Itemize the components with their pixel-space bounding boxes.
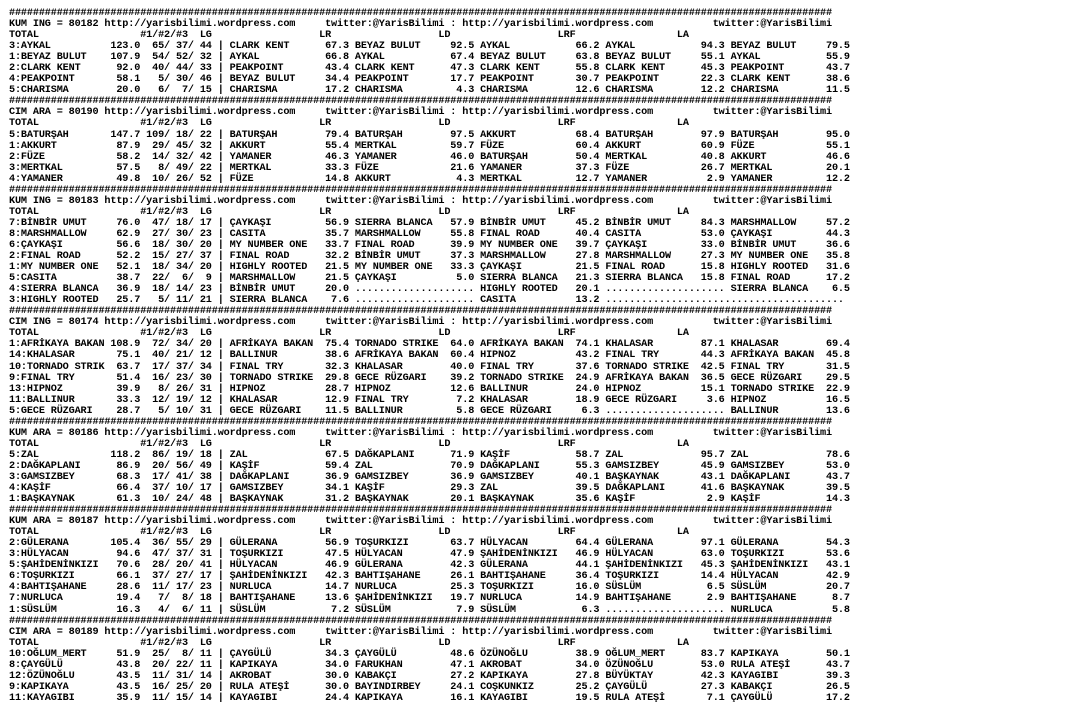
text-line: 6:TOŞURKIZI 66.1 37/ 27/ 17 | ŞAHİDENİNKIZI 42.3 BAHTIŞAHANE 26.1 BAHTIŞAHANE 36.4 TOŞURKIZI 14.4 HÜLYACAN 42.9 [9, 571, 850, 583]
separator-line: ########################################################################################################################################## [9, 96, 832, 108]
text-line: 10:OĞLUM_MERT 51.9 25/ 8/ 11 | ÇAYGÜLÜ 34.3 ÇAYGÜLÜ 48.6 ÖZÜNOĞLU 38.9 OĞLUM_MERT 83.7 KAPIKAYA 50.1 [9, 648, 850, 660]
text-line: 1:BAŞKAYNAK 61.3 10/ 24/ 48 | BAŞKAYNAK 31.2 BAŞKAYNAK 20.1 BAŞKAYNAK 35.6 KAŞİF 2.9 KAŞİF 14.3 [9, 494, 850, 506]
text-line: 5:CASITA 38.7 22/ 6/ 9 | MARSHMALLOW 21.5 ÇAYKAŞI 5.0 SIERRA BLANCA 21.3 SIERRA BLANCA 15.8 FINAL ROAD 17.2 [9, 273, 850, 285]
text-line: 3:HÜLYACAN 94.6 47/ 37/ 31 | TOŞURKIZI 47.5 HÜLYACAN 47.9 ŞAHİDENİNKIZI 46.9 HÜLYACAN 63.0 TOŞURKIZI 53.6 [9, 549, 850, 561]
text-line: 2:CLARK KENT 92.0 40/ 44/ 33 | PEAKPOINT 43.4 CLARK KENT 47.3 CLARK KENT 55.8 CLARK KENT 45.3 PEAKPOINT 43.7 [9, 63, 850, 75]
text-line: CIM ING = 80174 http://yarisbilimi.wordpress.com twitter:@YarisBilimi : http://yarisbilimi.wordpress.com twitter:@YarisBilimi [9, 317, 832, 329]
separator-line: ########################################################################################################################################## [9, 505, 832, 517]
text-line: 3:AYKAL 123.0 65/ 37/ 44 | CLARK KENT 67.3 BEYAZ BULUT 92.5 AYKAL 66.2 AYKAL 94.3 BEYAZ BULUT 79.5 [9, 41, 850, 53]
text-line: 1:AFRİKAYA BAKAN 108.9 72/ 34/ 20 | AFRİKAYA BAKAN 75.4 TORNADO STRIKE 64.0 AFRİKAYA BAKAN 74.1 KHALASAR 87.1 KHALASAR 69.4 [9, 339, 850, 351]
text-line: 5:BATURŞAH 147.7 109/ 18/ 22 | BATURŞAH 79.4 BATURŞAH 97.5 AKKURT 68.4 BATURŞAH 97.9 BATURŞAH 95.0 [9, 129, 850, 141]
text-line: 2:FINAL ROAD 52.2 15/ 27/ 37 | FINAL ROAD 32.2 BİNBİR UMUT 37.3 MARSHMALLOW 27.8 MARSHMALLOW 27.3 MY NUMBER ONE 35.8 [9, 251, 850, 263]
text-line: 12:ÖZÜNOĞLU 43.5 11/ 31/ 14 | AKROBAT 30.0 KABAKÇI 27.2 KAPIKAYA 27.8 BÜYÜKTAY 42.3 KAYAGIBI 39.3 [9, 670, 850, 682]
text-line: 4:BAHTIŞAHANE 28.6 11/ 17/ 23 | NURLUCA 14.7 NURLUCA 25.3 TOŞURKIZI 16.0 SÜSLÜM 6.5 SÜSLÜM 20.7 [9, 582, 850, 594]
text-line: 4:PEAKPOINT 58.1 5/ 30/ 46 | BEYAZ BULUT 34.4 PEAKPOINT 17.7 PEAKPOINT 30.7 PEAKPOINT 22.3 CLARK KENT 38.6 [9, 74, 850, 86]
text-line: 5:ŞAHİDENİNKIZI 70.6 28/ 20/ 41 | HÜLYACAN 46.9 GÜLERANA 42.3 GÜLERANA 44.1 ŞAHİDENİNKIZI 45.3 ŞAHİDENİNKIZI 43.1 [9, 560, 850, 572]
text-line: 8:ÇAYGÜLÜ 43.8 20/ 22/ 11 | KAPIKAYA 34.0 FARUKHAN 47.1 AKROBAT 34.0 ÖZÜNOĞLU 53.0 RULA ATEŞİ 43.7 [9, 659, 850, 671]
text-line: TOTAL #1/#2/#3 LG LR LD LRF LA [9, 328, 689, 340]
text-line: KUM ING = 80183 http://yarisbilimi.wordpress.com twitter:@YarisBilimi : http://yarisbilimi.wordpress.com twitter:@YarisBilimi [9, 195, 832, 207]
separator-line: ########################################################################################################################################## [9, 615, 832, 627]
text-line: 7:BİNBİR UMUT 76.0 47/ 18/ 17 | ÇAYKAŞI 56.9 SIERRA BLANCA 57.9 BİNBİR UMUT 45.2 BİNBİR UMUT 84.3 MARSHMALLOW 57.2 [9, 217, 850, 229]
text-line: 7:NURLUCA 19.4 7/ 8/ 18 | BAHTIŞAHANE 13.6 ŞAHİDENİNKIZI 19.7 NURLUCA 14.9 BAHTIŞAHANE 2.9 BAHTIŞAHANE 8.7 [9, 593, 850, 605]
text-line: 3:GAMSIZBEY 68.3 17/ 41/ 38 | DAĞKAPLANI 36.9 GAMSIZBEY 36.9 GAMSIZBEY 40.1 BAŞKAYNAK 43.1 DAĞKAPLANI 43.7 [9, 471, 850, 483]
text-line: 13:HIPNOZ 39.9 8/ 26/ 31 | HIPNOZ 28.7 HIPNOZ 12.6 BALLINUR 24.0 HIPNOZ 15.1 TORNADO STRIKE 22.9 [9, 383, 850, 395]
text-line: 2:DAĞKAPLANI 86.9 20/ 56/ 49 | KAŞİF 59.4 ZAL 70.9 DAĞKAPLANI 55.3 GAMSIZBEY 45.9 GAMSIZBEY 53.0 [9, 460, 850, 472]
text-line: 11:KAYAGIBI 35.9 11/ 15/ 14 | KAYAGIBI 24.4 KAPIKAYA 16.1 KAYAGIBI 19.5 RULA ATEŞİ 7.1 ÇAYGÜLÜ 17.2 [9, 692, 850, 704]
text-line: TOTAL #1/#2/#3 LG LR LD LRF LA [9, 118, 689, 130]
text-line: 2:FÜZE 58.2 14/ 32/ 42 | YAMANER 46.3 YAMANER 46.0 BATURŞAH 50.4 MERTKAL 40.8 AKKURT 46.6 [9, 151, 850, 163]
text-line: 1:SÜSLÜM 16.3 4/ 6/ 11 | SÜSLÜM 7.2 SÜSLÜM 7.9 SÜSLÜM 6.3 .................... NURLUCA 5.8 [9, 604, 850, 616]
text-line: 8:MARSHMALLOW 62.9 27/ 30/ 23 | CASITA 35.7 MARSHMALLOW 55.8 FINAL ROAD 40.4 CASITA 53.0 ÇAYKAŞI 44.3 [9, 228, 850, 240]
text-line: TOTAL #1/#2/#3 LG LR LD LRF LA [9, 438, 689, 450]
text-line: 9:KAPIKAYA 43.5 16/ 25/ 20 | RULA ATEŞİ 30.0 BAYINDIRBEY 24.1 COŞKUNKIZ 25.2 ÇAYGÜLÜ 27.3 KABAKÇI 26.5 [9, 681, 850, 693]
text-line: 5:GECE RÜZGARI 28.7 5/ 10/ 31 | GECE RÜZGARI 11.5 BALLINUR 5.8 GECE RÜZGARI 6.3 .................... BALLINUR 13.6 [9, 405, 850, 417]
text-line: KUM ING = 80182 http://yarisbilimi.wordpress.com twitter:@YarisBilimi : http://yarisbilimi.wordpress.com twitter:@YarisBilimi [9, 19, 832, 31]
text-line: 10:TORNADO STRIK 63.7 17/ 37/ 34 | FINAL TRY 32.3 KHALASAR 40.0 FINAL TRY 37.6 TORNADO STRIKE 42.5 FINAL TRY 31.5 [9, 361, 850, 373]
text-line: 4:SIERRA BLANCA 36.9 18/ 14/ 23 | BİNBİR UMUT 20.0 .................... HIGHLY ROOTED 20.1 .................... SIERRA BLANCA 6.5 [9, 284, 850, 296]
text-line: 3:HIGHLY ROOTED 25.7 5/ 11/ 21 | SIERRA BLANCA 7.6 .................... CASITA 13.2 ........................................ [9, 295, 844, 307]
separator-line: ########################################################################################################################################## [9, 8, 832, 19]
text-line: 1:AKKURT 87.9 29/ 45/ 32 | AKKURT 55.4 MERTKAL 59.7 FÜZE 60.4 AKKURT 60.9 FÜZE 55.1 [9, 140, 850, 152]
text-line: TOTAL #1/#2/#3 LG LR LD LRF LA [9, 527, 689, 539]
results-text-sheet [9, 8, 1073, 708]
text-line: 5:ZAL 118.2 86/ 19/ 18 | ZAL 67.5 DAĞKAPLANI 71.9 KAŞİF 58.7 ZAL 95.7 ZAL 78.6 [9, 449, 850, 461]
text-line: TOTAL #1/#2/#3 LG LR LD LRF LA [9, 206, 689, 218]
text-line: 4:YAMANER 49.8 10/ 26/ 52 | FÜZE 14.8 AKKURT 4.3 MERTKAL 12.7 YAMANER 2.9 YAMANER 12.2 [9, 173, 850, 185]
text-line: 9:FINAL TRY 51.4 16/ 23/ 30 | TORNADO STRIKE 29.8 GECE RÜZGARI 39.2 TORNADO STRIKE 24.9 AFRİKAYA BAKAN 36.5 GECE RÜZGARI 29.5 [9, 372, 850, 384]
separator-line: ########################################################################################################################################## [9, 306, 832, 318]
text-line: CIM ARA = 80189 http://yarisbilimi.wordpress.com twitter:@YarisBilimi : http://yarisbilimi.wordpress.com twitter:@YarisBilimi [9, 626, 832, 638]
text-line: 4:KAŞİF 66.4 37/ 10/ 17 | GAMSIZBEY 34.1 KAŞİF 29.3 ZAL 39.5 DAĞKAPLANI 41.6 BAŞKAYNAK 39.5 [9, 483, 850, 495]
text-line: 14:KHALASAR 75.1 40/ 21/ 12 | BALLINUR 38.6 AFRİKAYA BAKAN 60.4 HIPNOZ 43.2 FINAL TRY 44.3 AFRİKAYA BAKAN 45.8 [9, 350, 850, 362]
text-line: 11:BALLINUR 33.3 12/ 19/ 12 | KHALASAR 12.9 FINAL TRY 7.2 KHALASAR 18.9 GECE RÜZGARI 3.6 HIPNOZ 16.5 [9, 394, 850, 406]
text-line: TOTAL #1/#2/#3 LG LR LD LRF LA [9, 637, 689, 649]
text-line: CIM ARA = 80190 http://yarisbilimi.wordpress.com twitter:@YarisBilimi : http://yarisbilimi.wordpress.com twitter:@YarisBilimi [9, 107, 832, 119]
text-line: TOTAL #1/#2/#3 LG LR LD LRF LA [9, 30, 689, 42]
text-line: KUM ARA = 80187 http://yarisbilimi.wordpress.com twitter:@YarisBilimi : http://yarisbilimi.wordpress.com twitter:@YarisBilimi [9, 516, 832, 528]
text-line: 1:MY NUMBER ONE 52.1 18/ 34/ 20 | HIGHLY ROOTED 21.5 MY NUMBER ONE 33.3 ÇAYKAŞI 21.5 FINAL ROAD 15.8 HIGHLY ROOTED 31.6 [9, 262, 850, 274]
text-line: 5:CHARISMA 20.0 6/ 7/ 15 | CHARISMA 17.2 CHARISMA 4.3 CHARISMA 12.6 CHARISMA 12.2 CHARISMA 11.5 [9, 85, 850, 97]
separator-line: ########################################################################################################################################## [9, 416, 832, 428]
text-line: 6:ÇAYKAŞI 56.6 18/ 30/ 20 | MY NUMBER ONE 33.7 FINAL ROAD 39.9 MY NUMBER ONE 39.7 ÇAYKAŞI 33.0 BİNBİR UMUT 36.6 [9, 239, 850, 251]
text-line: 1:BEYAZ BULUT 107.9 54/ 52/ 32 | AYKAL 66.8 AYKAL 67.4 BEYAZ BULUT 63.8 BEYAZ BULUT 55.1 AYKAL 55.9 [9, 52, 850, 64]
text-line: 3:MERTKAL 57.5 8/ 49/ 22 | MERTKAL 33.3 FÜZE 21.6 YAMANER 37.3 FÜZE 26.7 MERTKAL 20.1 [9, 162, 850, 174]
text-line: 2:GÜLERANA 105.4 36/ 55/ 29 | GÜLERANA 56.9 TOŞURKIZI 63.7 HÜLYACAN 64.4 GÜLERANA 97.1 GÜLERANA 54.3 [9, 538, 850, 550]
text-line: KUM ARA = 80186 http://yarisbilimi.wordpress.com twitter:@YarisBilimi : http://yarisbilimi.wordpress.com twitter:@YarisBilimi [9, 427, 832, 439]
separator-line: ########################################################################################################################################## [9, 184, 832, 196]
